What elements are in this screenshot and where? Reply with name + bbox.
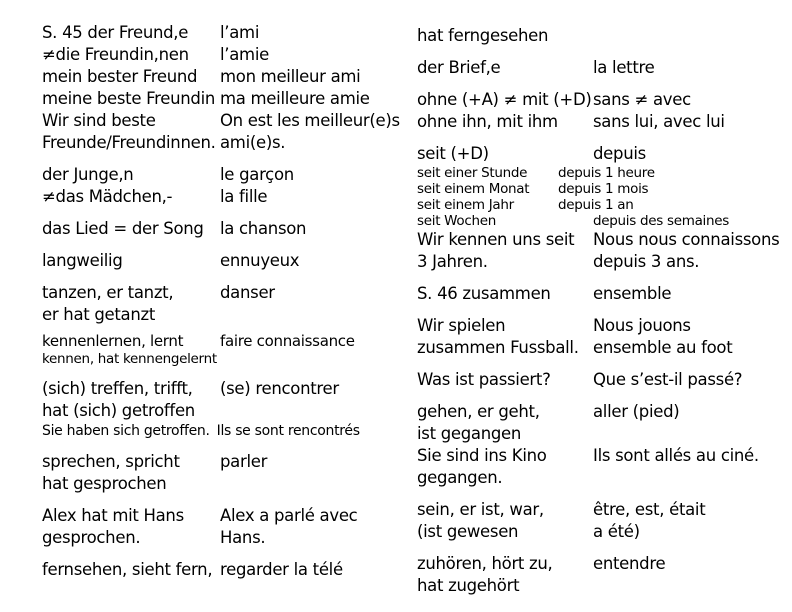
german-text: ohne ihn, mit ihm: [417, 112, 558, 131]
french-text: ma meilleure amie: [220, 89, 370, 108]
vocab-row: [417, 251, 792, 273]
vocab-row: [417, 143, 792, 165]
french-text: Nous nous connaissons: [593, 230, 780, 249]
german-text: seit (+D): [417, 144, 489, 163]
german-text: S. 45 der Freund,e: [42, 23, 189, 42]
french-text: a été): [593, 522, 640, 541]
french-text: sans lui, avec lui: [593, 112, 725, 131]
vocab-row: [42, 331, 375, 351]
french-text: Ils se sont rencontrés: [216, 423, 360, 439]
german-text: (ist gewesen: [417, 522, 519, 541]
german-text: hat (sich) getroffen: [42, 401, 195, 420]
french-text: depuis des semaines: [593, 213, 729, 229]
vocab-row: [417, 111, 792, 133]
vocab-row: [42, 505, 375, 527]
french-text: depuis 1 an: [558, 197, 634, 213]
german-text: seit Wochen: [417, 213, 497, 229]
vocab-row: [42, 527, 375, 549]
vocab-row: [42, 110, 400, 132]
french-text: aller (pied): [593, 402, 680, 421]
german-text: sein, er ist, war,: [417, 500, 544, 519]
french-text: On est les meilleur(e)s: [220, 111, 400, 130]
german-text: kennen, hat kennengelernt: [42, 351, 217, 367]
french-text: depuis 1 mois: [558, 181, 649, 197]
german-text: fernsehen, sieht fern,: [42, 560, 213, 579]
french-text: l’amie: [220, 45, 269, 64]
german-text: ≠die Freundin,nen: [42, 45, 189, 64]
vocab-row: [417, 467, 792, 489]
vocab-row: [417, 575, 792, 597]
german-text: gehen, er geht,: [417, 402, 540, 421]
vocab-row: [42, 66, 375, 88]
german-text: ≠das Mädchen,-: [42, 187, 173, 206]
french-text: Alex a parlé avec: [220, 506, 358, 525]
vocab-row: [42, 451, 375, 473]
vocab-row: [42, 473, 375, 495]
vocab-row: [417, 445, 792, 467]
german-text: das Lied = der Song: [42, 219, 204, 238]
vocab-row: [417, 337, 792, 359]
german-text: hat ferngesehen: [417, 26, 549, 45]
french-text: Hans.: [220, 528, 266, 547]
french-text: parler: [220, 452, 268, 471]
vocab-row: [42, 44, 375, 66]
vocab-row: [417, 401, 792, 423]
french-text: ennuyeux: [220, 251, 300, 270]
german-text: hat gesprochen: [42, 474, 167, 493]
german-text: langweilig: [42, 251, 123, 270]
german-text: ohne (+A) ≠ mit (+D): [417, 90, 592, 109]
vocab-row: [42, 559, 375, 581]
german-text: Freunde/Freundinnen.: [42, 133, 216, 152]
german-text: ist gegangen: [417, 424, 522, 443]
french-text: la fille: [220, 187, 268, 206]
vocab-row: [417, 521, 792, 543]
vocab-row: [42, 304, 375, 326]
vocab-row: [417, 181, 792, 197]
french-text: Que s’est-il passé?: [593, 370, 743, 389]
vocab-row: [42, 400, 375, 422]
vocab-row: [417, 197, 792, 213]
vocab-row: [42, 218, 375, 240]
german-text: 3 Jahren.: [417, 252, 488, 271]
french-text: être, est, était: [593, 500, 706, 519]
vocab-row: [42, 132, 375, 154]
vocab-row: [42, 422, 375, 441]
german-text: seit einem Monat: [417, 181, 530, 197]
vocab-row: [42, 351, 375, 368]
vocab-row: [42, 378, 375, 400]
french-text: la chanson: [220, 219, 307, 238]
vocab-row: [417, 165, 792, 181]
german-text: gegangen.: [417, 468, 503, 487]
french-text: regarder la télé: [220, 560, 343, 579]
german-text: Alex hat mit Hans: [42, 506, 184, 525]
french-text: la lettre: [593, 58, 655, 77]
german-text: zuhören, hört zu,: [417, 554, 553, 573]
right-column: [375, 0, 792, 612]
french-text: ensemble au foot: [593, 338, 733, 357]
vocab-row: [417, 315, 792, 337]
vocab-row: [417, 499, 792, 521]
german-text: Sie sind ins Kino: [417, 446, 547, 465]
french-text: ami(e)s.: [220, 133, 286, 152]
french-text: depuis 3 ans.: [593, 252, 700, 271]
french-text: le garçon: [220, 165, 294, 184]
vocab-row: [417, 553, 792, 575]
french-text: mon meilleur ami: [220, 67, 361, 86]
german-text: seit einem Jahr: [417, 197, 514, 213]
vocab-row: [417, 89, 792, 111]
vocab-row: [417, 369, 792, 391]
german-text: sprechen, spricht: [42, 452, 180, 471]
german-text: mein bester Freund: [42, 67, 198, 86]
german-text: S. 46 zusammen: [417, 284, 551, 303]
vocab-row: [42, 164, 375, 186]
french-text: sans ≠ avec: [593, 90, 691, 109]
german-text: Wir sind beste: [42, 111, 156, 130]
german-text: der Brief,e: [417, 58, 501, 77]
french-text: l’ami: [220, 23, 260, 42]
french-text: entendre: [593, 554, 666, 573]
german-text: seit einer Stunde: [417, 165, 528, 181]
vocab-row: [42, 186, 375, 208]
french-text: ensemble: [593, 284, 672, 303]
german-text: meine beste Freundin: [42, 89, 216, 108]
german-text: Wir spielen: [417, 316, 506, 335]
french-text: (se) rencontrer: [220, 379, 339, 398]
vocab-row: [417, 213, 792, 229]
vocab-row: [417, 25, 792, 47]
german-text: (sich) treffen, trifft,: [42, 379, 193, 398]
french-text: depuis: [593, 144, 646, 163]
vocab-row: [42, 22, 375, 44]
vocab-row: [417, 229, 792, 251]
vocab-row: [417, 283, 792, 305]
german-text: der Junge,n: [42, 165, 134, 184]
french-text: Ils sont allés au ciné.: [593, 446, 759, 465]
german-text: kennenlernen, lernt: [42, 332, 184, 350]
german-text: Wir kennen uns seit: [417, 230, 575, 249]
french-text: depuis 1 heure: [558, 165, 655, 181]
german-text: tanzen, er tanzt,: [42, 283, 174, 302]
german-text: zusammen Fussball.: [417, 338, 579, 357]
french-text: Nous jouons: [593, 316, 691, 335]
vocab-row: [42, 88, 375, 110]
vocab-row: [417, 57, 792, 79]
german-text: er hat getanzt: [42, 305, 156, 324]
german-text: hat zugehört: [417, 576, 520, 595]
vocab-row: [417, 423, 792, 445]
german-text: Sie haben sich getroffen.: [42, 423, 210, 439]
vocab-row: [42, 282, 375, 304]
vocab-row: [42, 250, 375, 272]
german-text: gesprochen.: [42, 528, 141, 547]
french-text: danser: [220, 283, 275, 302]
french-text: faire connaissance: [220, 332, 355, 350]
german-text: Was ist passiert?: [417, 370, 551, 389]
